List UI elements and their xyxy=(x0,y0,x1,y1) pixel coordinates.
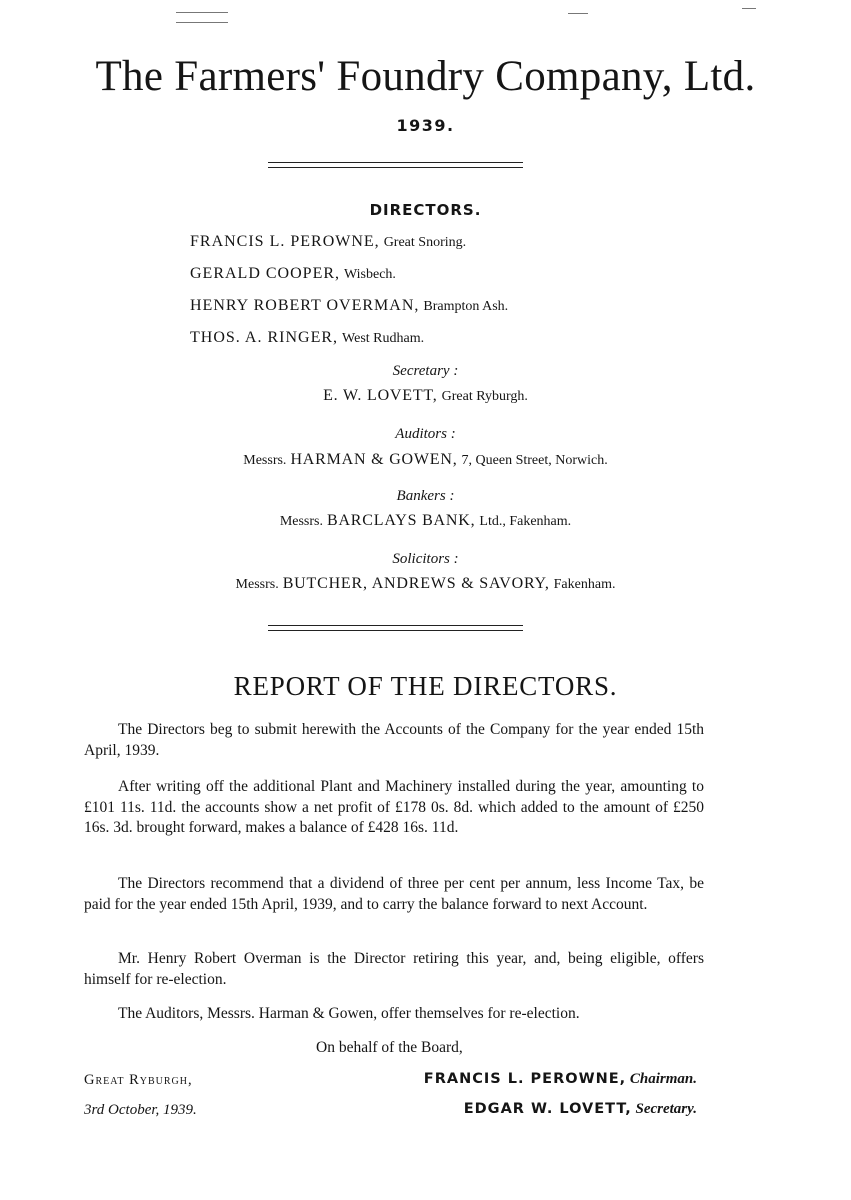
report-title: REPORT OF THE DIRECTORS. xyxy=(233,671,618,701)
signoff-date xyxy=(84,1102,197,1119)
bankers-label: Bankers : xyxy=(396,488,455,504)
directors-list xyxy=(190,233,508,361)
chairman-name: FRANCIS L. PEROWNE, xyxy=(423,1071,627,1087)
report-paragraph: After writing off the additional Plant and Machinery installed during the year, amounting to £101 11s. 11d. the accounts show a net profit of £178 0s. 8d. which added to the amount of £250 16s. 3d. brought forward, makes a balance of £428 16s. 11d. xyxy=(84,778,704,836)
director-place: Brampton Ash. xyxy=(423,299,509,314)
secretary-signature xyxy=(464,1101,697,1118)
on-behalf-line: On behalf of the Board, xyxy=(316,1039,463,1056)
director-name: HENRY ROBERT OVERMAN, xyxy=(190,297,420,314)
solicitors-label: Solicitors : xyxy=(392,551,459,567)
auditors-name: HARMAN & GOWEN, xyxy=(290,451,458,468)
scan-mark xyxy=(568,13,588,14)
scan-mark xyxy=(742,8,756,9)
bankers-prefix: Messrs. xyxy=(279,514,323,529)
director-place: Wisbech. xyxy=(344,267,396,282)
secretary-signature-name: EDGAR W. LOVETT, xyxy=(463,1101,632,1117)
auditors-label: Auditors : xyxy=(395,426,456,442)
secretary-name: E. W. LOVETT, xyxy=(323,387,438,404)
director-item xyxy=(190,329,508,361)
auditors-place: 7, Queen Street, Norwich. xyxy=(461,453,608,468)
bankers-entry xyxy=(0,512,851,530)
auditors-entry xyxy=(0,451,851,469)
director-item xyxy=(190,297,508,329)
chairman-signature xyxy=(424,1071,697,1088)
secretary-entry xyxy=(0,387,851,405)
director-item xyxy=(190,265,508,297)
director-place: Great Snoring. xyxy=(383,235,467,250)
auditors-prefix: Messrs. xyxy=(243,453,287,468)
report-year: 1939. xyxy=(396,116,455,135)
signoff-date-text: 3rd October, 1939. xyxy=(84,1102,197,1118)
scan-mark xyxy=(176,12,228,13)
director-item xyxy=(190,233,508,265)
bankers-name: BARCLAYS BANK, xyxy=(326,512,476,529)
double-rule-divider xyxy=(268,625,523,631)
solicitors-entry xyxy=(0,575,851,593)
report-paragraph: The Auditors, Messrs. Harman & Gowen, offer themselves for re-election. xyxy=(118,1005,580,1022)
director-name: THOS. A. RINGER, xyxy=(190,329,339,346)
director-name: FRANCIS L. PEROWNE, xyxy=(190,233,380,250)
director-place: West Rudham. xyxy=(342,331,425,346)
report-paragraph: The Directors beg to submit herewith the Accounts of the Company for the year ended 15th April, 1939. xyxy=(84,721,704,759)
bankers-place: Ltd., Fakenham. xyxy=(479,514,572,529)
signoff-place: Great Ryburgh, xyxy=(84,1072,193,1088)
solicitors-name: BUTCHER, ANDREWS & SAVORY, xyxy=(282,575,550,592)
report-paragraph: The Directors recommend that a dividend of three per cent per annum, less Income Tax, be paid for the year ended 15th April, 1939, and to carry the balance forward to next Account. xyxy=(84,875,704,913)
double-rule-divider xyxy=(268,162,523,168)
solicitors-prefix: Messrs. xyxy=(235,577,279,592)
solicitors-place: Fakenham. xyxy=(553,577,616,592)
secretary-place: Great Ryburgh. xyxy=(441,389,528,404)
secretary-signature-role: Secretary. xyxy=(635,1101,697,1117)
scan-mark xyxy=(176,22,228,23)
secretary-label: Secretary : xyxy=(392,363,459,379)
company-title: The Farmers' Foundry Company, Ltd. xyxy=(95,53,756,100)
chairman-role: Chairman. xyxy=(629,1071,697,1087)
director-name: GERALD COOPER, xyxy=(190,265,341,282)
report-paragraph: Mr. Henry Robert Overman is the Director retiring this year, and, being eligible, offers himself for re-election. xyxy=(84,950,704,988)
directors-heading: DIRECTORS. xyxy=(369,201,482,219)
